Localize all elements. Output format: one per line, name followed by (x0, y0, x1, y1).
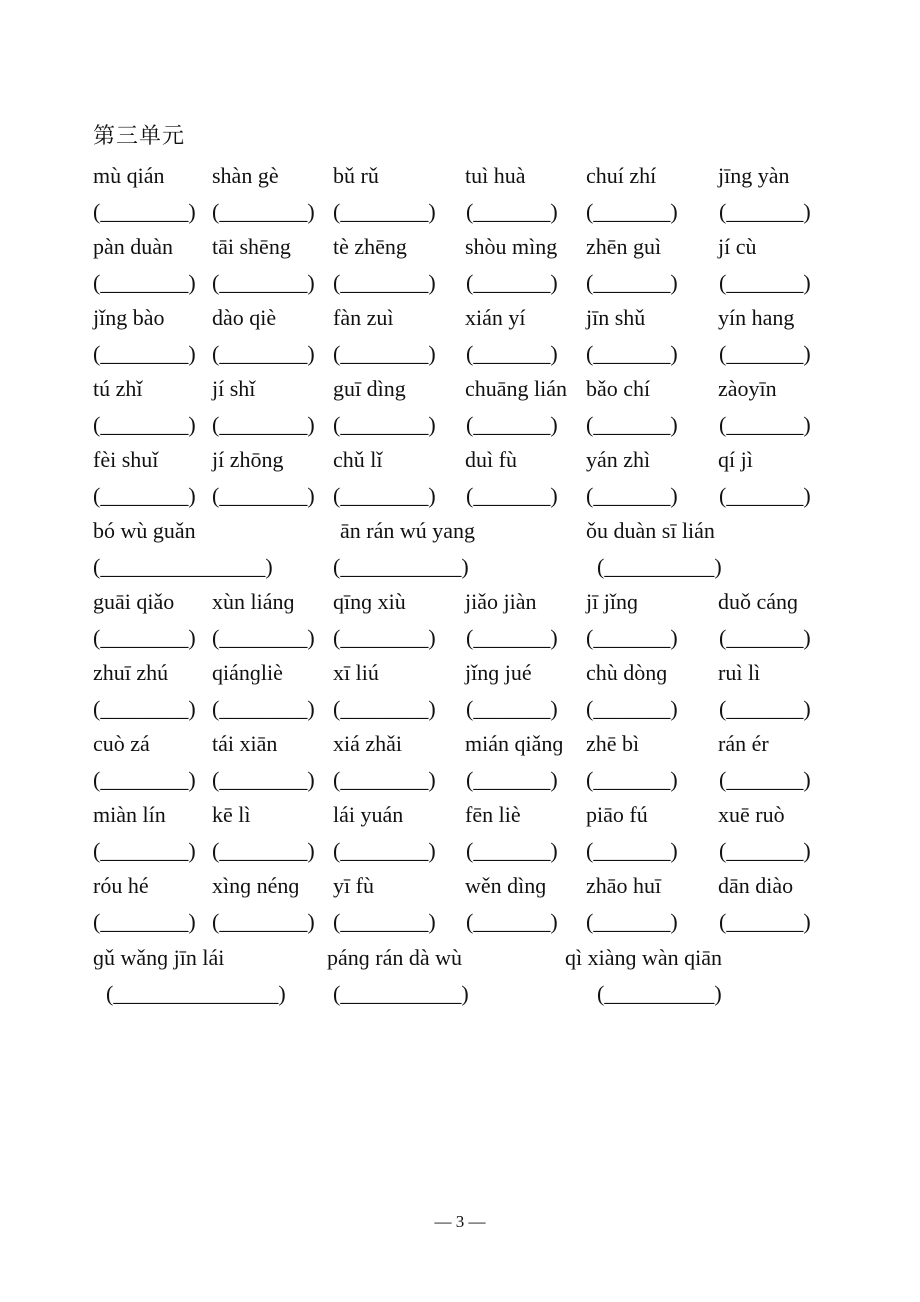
answer-blank[interactable]: (_______) (466, 199, 558, 224)
pinyin-word: bǎo chí (586, 376, 651, 401)
answer-blank[interactable]: (________) (93, 199, 196, 224)
pinyin-idiom: ǒu duàn sī lián (586, 518, 715, 543)
pinyin-word: kē lì (212, 802, 251, 827)
pinyin-word: róu hé (93, 873, 149, 898)
pinyin-word: lái yuán (333, 802, 404, 827)
pinyin-word: rán ér (718, 731, 769, 756)
pinyin-word: mián qiǎnɡ (465, 731, 564, 756)
pinyin-word: tè zhēng (333, 234, 407, 259)
answer-blank[interactable]: (________) (333, 270, 436, 295)
pinyin-word: mù qián (93, 163, 165, 188)
answer-blank[interactable]: (_______) (466, 270, 558, 295)
pinyin-word: xiá zhǎi (333, 731, 403, 756)
pinyin-word: tái xiān (212, 731, 278, 756)
pinyin-word: ruì lì (718, 660, 761, 685)
pinyin-idiom: bó wù guǎn (93, 518, 196, 543)
pinyin-word: tuì huà (465, 163, 526, 188)
pinyin-word: xián yí (465, 305, 526, 330)
answer-blank[interactable]: (_______) (719, 270, 811, 295)
answer-blank[interactable]: (_______) (719, 199, 811, 224)
pinyin-word: xùn liánɡ (212, 589, 295, 614)
answer-blank[interactable]: (_______) (586, 270, 678, 295)
answer-blank[interactable]: (________) (333, 412, 436, 437)
answer-blank[interactable]: (________) (333, 625, 436, 650)
answer-blank[interactable]: (_______) (719, 625, 811, 650)
answer-blank[interactable]: (________) (212, 412, 315, 437)
pinyin-word: guī dìng (333, 376, 406, 401)
answer-blank[interactable]: (_______) (586, 767, 678, 792)
answer-blank[interactable]: (_______) (719, 483, 811, 508)
answer-blank[interactable]: (_______) (586, 838, 678, 863)
pinyin-word: shàn gè (212, 163, 279, 188)
pinyin-word: chuí zhí (586, 163, 657, 188)
answer-blank-long[interactable]: (_______________) (106, 981, 286, 1006)
answer-blank[interactable]: (_______) (466, 412, 558, 437)
pinyin-word: fàn zuì (333, 305, 394, 330)
pinyin-word: zàoyīn (718, 376, 777, 401)
pinyin-idiom: ɡǔ wǎnɡ jīn lái (93, 945, 225, 970)
pinyin-word: xìnɡ nénɡ (212, 873, 300, 898)
answer-blank-long[interactable]: (__________) (597, 981, 722, 1006)
unit-title: 第三单元 (93, 124, 186, 149)
answer-blank[interactable]: (_______) (586, 909, 678, 934)
pinyin-word: jí cù (718, 234, 757, 259)
answer-blank[interactable]: (_______) (586, 625, 678, 650)
answer-blank[interactable]: (________) (93, 625, 196, 650)
answer-blank[interactable]: (_______) (719, 767, 811, 792)
pinyin-word: wěn dìnɡ (465, 873, 547, 898)
pinyin-word: zhēn guì (586, 234, 662, 259)
answer-blank[interactable]: (_______) (586, 341, 678, 366)
pinyin-word: qiánɡliè (212, 660, 283, 685)
answer-blank[interactable]: (_______) (586, 412, 678, 437)
pinyin-word: chuāng lián (465, 376, 568, 401)
answer-blank[interactable]: (________) (212, 270, 315, 295)
answer-blank-long[interactable]: (_______________) (93, 554, 273, 579)
answer-blank[interactable]: (_______) (719, 909, 811, 934)
pinyin-word: piāo fú (586, 802, 648, 827)
answer-blank[interactable]: (________) (333, 483, 436, 508)
pinyin-word: fèi shuǐ (93, 447, 159, 472)
answer-blank[interactable]: (________) (212, 838, 315, 863)
answer-blank[interactable]: (_______) (586, 199, 678, 224)
answer-blank[interactable]: (________) (212, 483, 315, 508)
answer-blank[interactable]: (_______) (719, 341, 811, 366)
pinyin-word: jí shǐ (212, 376, 256, 401)
pinyin-word: zhuī zhú (93, 660, 169, 685)
answer-blank[interactable]: (________) (333, 199, 436, 224)
answer-blank[interactable]: (________) (93, 838, 196, 863)
pinyin-word: duì fù (465, 447, 517, 472)
answer-blank-long[interactable]: (___________) (333, 981, 469, 1006)
pinyin-word: duǒ cánɡ (718, 589, 799, 614)
answer-blank[interactable]: (_______) (466, 483, 558, 508)
answer-blank[interactable]: (________) (93, 412, 196, 437)
pinyin-word: chù dònɡ (586, 660, 668, 685)
answer-blank[interactable]: (________) (333, 767, 436, 792)
answer-blank[interactable]: (_______) (719, 696, 811, 721)
pinyin-word: jiǎo jiàn (465, 589, 537, 614)
pinyin-word: yī fù (333, 873, 374, 898)
answer-blank[interactable]: (________) (93, 483, 196, 508)
answer-blank[interactable]: (________) (333, 909, 436, 934)
pinyin-word: bǔ rǔ (333, 163, 379, 188)
pinyin-word: jīn shǔ (586, 305, 646, 330)
answer-blank[interactable]: (________) (212, 909, 315, 934)
pinyin-word: jīng yàn (718, 163, 790, 188)
answer-blank[interactable]: (________) (93, 270, 196, 295)
answer-blank[interactable]: (________) (212, 767, 315, 792)
pinyin-word: fēn liè (465, 802, 521, 827)
answer-blank[interactable]: (_______) (466, 341, 558, 366)
answer-blank[interactable]: (_______) (466, 625, 558, 650)
answer-blank[interactable]: (________) (212, 696, 315, 721)
pinyin-word: dào qiè (212, 305, 277, 330)
answer-blank[interactable]: (________) (212, 199, 315, 224)
pinyin-word: tāi shēng (212, 234, 291, 259)
pinyin-word: miàn lín (93, 802, 166, 827)
pinyin-idiom: pánɡ rán dà wù (327, 945, 463, 970)
pinyin-word: pàn duàn (93, 234, 174, 259)
pinyin-word: shòu mìng (465, 234, 558, 259)
answer-blank[interactable]: (_______) (719, 838, 811, 863)
pinyin-word: jǐnɡ jué (465, 660, 532, 685)
pinyin-word: dān diào (718, 873, 794, 898)
answer-blank[interactable]: (_______) (586, 483, 678, 508)
answer-blank[interactable]: (________) (93, 696, 196, 721)
answer-blank[interactable]: (________) (333, 696, 436, 721)
answer-blank[interactable]: (________) (212, 625, 315, 650)
answer-blank[interactable]: (________) (333, 838, 436, 863)
pinyin-word: yán zhì (586, 447, 651, 472)
pinyin-word: yín hang (718, 305, 795, 330)
pinyin-word: qí jì (718, 447, 753, 472)
pinyin-word: jí zhōng (212, 447, 284, 472)
pinyin-idiom: qì xiànɡ wàn qiān (565, 945, 723, 970)
answer-blank[interactable]: (_______) (586, 696, 678, 721)
pinyin-word: zhē bì (586, 731, 640, 756)
pinyin-word: chǔ lǐ (333, 447, 383, 472)
pinyin-word: jǐng bào (93, 305, 165, 330)
pinyin-word: cuò zá (93, 731, 150, 756)
answer-blank-long[interactable]: (__________) (597, 554, 722, 579)
pinyin-word: jī jǐnɡ (586, 589, 638, 614)
answer-blank[interactable]: (________) (93, 909, 196, 934)
answer-blank[interactable]: (________) (212, 341, 315, 366)
pinyin-word: qīnɡ xiù (333, 589, 406, 614)
answer-blank[interactable]: (_______) (466, 696, 558, 721)
answer-blank-long[interactable]: (___________) (333, 554, 469, 579)
answer-blank[interactable]: (_______) (466, 767, 558, 792)
pinyin-word: xī liú (333, 660, 379, 685)
answer-blank[interactable]: (________) (93, 341, 196, 366)
pinyin-word: guāi qiǎo (93, 589, 175, 614)
pinyin-word: xuē ruò (718, 802, 785, 827)
answer-blank[interactable]: (_______) (719, 412, 811, 437)
pinyin-idiom: ān rán wú yang (340, 518, 476, 543)
page-number: — 3 — (434, 1212, 486, 1231)
pinyin-word: tú zhǐ (93, 376, 143, 401)
pinyin-word: zhāo huī (586, 873, 662, 898)
answer-blank[interactable]: (_______) (466, 838, 558, 863)
answer-blank[interactable]: (________) (93, 767, 196, 792)
answer-blank[interactable]: (________) (333, 341, 436, 366)
answer-blank[interactable]: (_______) (466, 909, 558, 934)
